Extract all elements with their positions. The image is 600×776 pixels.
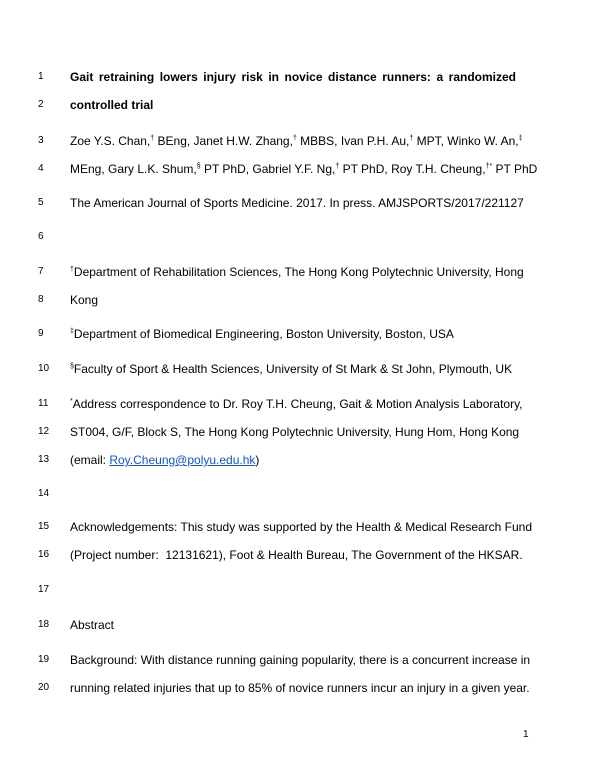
author-name: Gabriel Y.F. Ng, <box>252 162 336 176</box>
line-number: 5 <box>38 197 44 208</box>
acknowledgements-line: Acknowledgements: This study was supported by the Health & Medical Research Fund <box>70 520 533 534</box>
line-number: 17 <box>38 584 50 595</box>
affiliation-mark: † <box>335 163 340 170</box>
correspondence-text: Address correspondence to Dr. Roy T.H. Cheung, Gait & Motion Analysis Laboratory, <box>72 397 523 411</box>
line-number: 11 <box>38 398 49 409</box>
author-degree: MBBS, <box>296 134 341 148</box>
affiliation-text: Faculty of Sport & Health Sciences, University of St Mark & St John, Plymouth, UK <box>73 362 513 376</box>
affiliation-sport <box>70 361 516 377</box>
email-suffix: ) <box>255 453 260 467</box>
line-number: 20 <box>38 682 50 693</box>
author-degree: MPT, <box>413 134 448 148</box>
author-degree: PT PhD <box>492 162 538 176</box>
author-degree: BEng, <box>154 134 194 148</box>
affiliation-text: Department of Biomedical Engineering, Boston University, Boston, USA <box>73 327 454 341</box>
author-name: Janet H.W. Zhang, <box>193 134 293 148</box>
journal-citation: The American Journal of Sports Medicine. 2017. In press. AMJSPORTS/2017/221127 <box>70 196 524 210</box>
paper-title-line: controlled trial <box>70 98 154 112</box>
line-number: 7 <box>38 266 44 277</box>
paper-title-line: Gait retraining lowers injury risk in novice distance runners: a randomized <box>70 70 516 84</box>
correspondence-line: ST004, G/F, Block S, The Hong Kong Polytechnic University, Hung Hom, Hong Kong <box>70 425 520 439</box>
author-degree: PT PhD, <box>200 162 253 176</box>
line-number: 16 <box>38 549 50 560</box>
abstract-heading: Abstract <box>70 618 115 632</box>
acknowledgements-line: (Project number: 12131621), Foot & Health Bureau, The Government of the HKSAR. <box>70 548 523 562</box>
line-number: 4 <box>38 163 44 174</box>
line-number: 3 <box>38 135 44 146</box>
affiliation-mark: †* <box>485 163 493 170</box>
email-prefix: (email: <box>70 453 110 467</box>
correspondence-email-line <box>70 452 516 468</box>
correspondence-mark: * <box>70 398 73 405</box>
affiliation-mark: ‡ <box>70 328 74 335</box>
affiliation-mark: § <box>70 363 74 370</box>
author-name: MEng, Gary L.K. Shum, <box>70 162 197 176</box>
affiliation-biomed <box>70 326 516 342</box>
line-number: 12 <box>38 426 50 437</box>
affiliation-mark: † <box>150 135 155 142</box>
line-number: 10 <box>38 363 50 374</box>
author-name: Winko W. An, <box>447 134 519 148</box>
author-degree: PT PhD, <box>339 162 392 176</box>
line-number: 2 <box>38 99 44 110</box>
correspondence-line <box>70 396 523 412</box>
affiliation-rehab <box>70 264 524 280</box>
author-name: Zoe Y.S. Chan, <box>70 134 151 148</box>
line-number: 8 <box>38 294 44 305</box>
line-number: 14 <box>38 488 50 499</box>
abstract-line: Background: With distance running gaining popularity, there is a concurrent increase in <box>70 653 531 667</box>
author-name: Roy T.H. Cheung, <box>391 162 486 176</box>
affiliation-mark: ‡ <box>518 135 523 142</box>
author-list-line <box>70 161 538 177</box>
line-number: 9 <box>38 328 44 339</box>
author-name: Ivan P.H. Au, <box>340 134 410 148</box>
line-number: 13 <box>38 454 50 465</box>
affiliation-mark: § <box>196 163 201 170</box>
affiliation-rehab-continued: Kong <box>70 293 99 307</box>
email-link[interactable]: Roy.Cheung@polyu.edu.hk <box>109 453 256 467</box>
affiliation-mark: † <box>409 135 414 142</box>
affiliation-mark: † <box>292 135 297 142</box>
line-number: 6 <box>38 231 44 242</box>
abstract-line: running related injuries that up to 85% of novice runners incur an injury in a given year. <box>70 681 530 695</box>
page-number: 1 <box>523 729 529 740</box>
line-number: 15 <box>38 521 50 532</box>
affiliation-text: Department of Rehabilitation Sciences, The Hong Kong Polytechnic University, Hong <box>73 265 524 279</box>
author-list-line <box>70 133 523 149</box>
line-number: 18 <box>38 619 50 630</box>
line-number: 1 <box>38 71 44 82</box>
line-number: 19 <box>38 654 50 665</box>
affiliation-mark: † <box>70 266 74 273</box>
